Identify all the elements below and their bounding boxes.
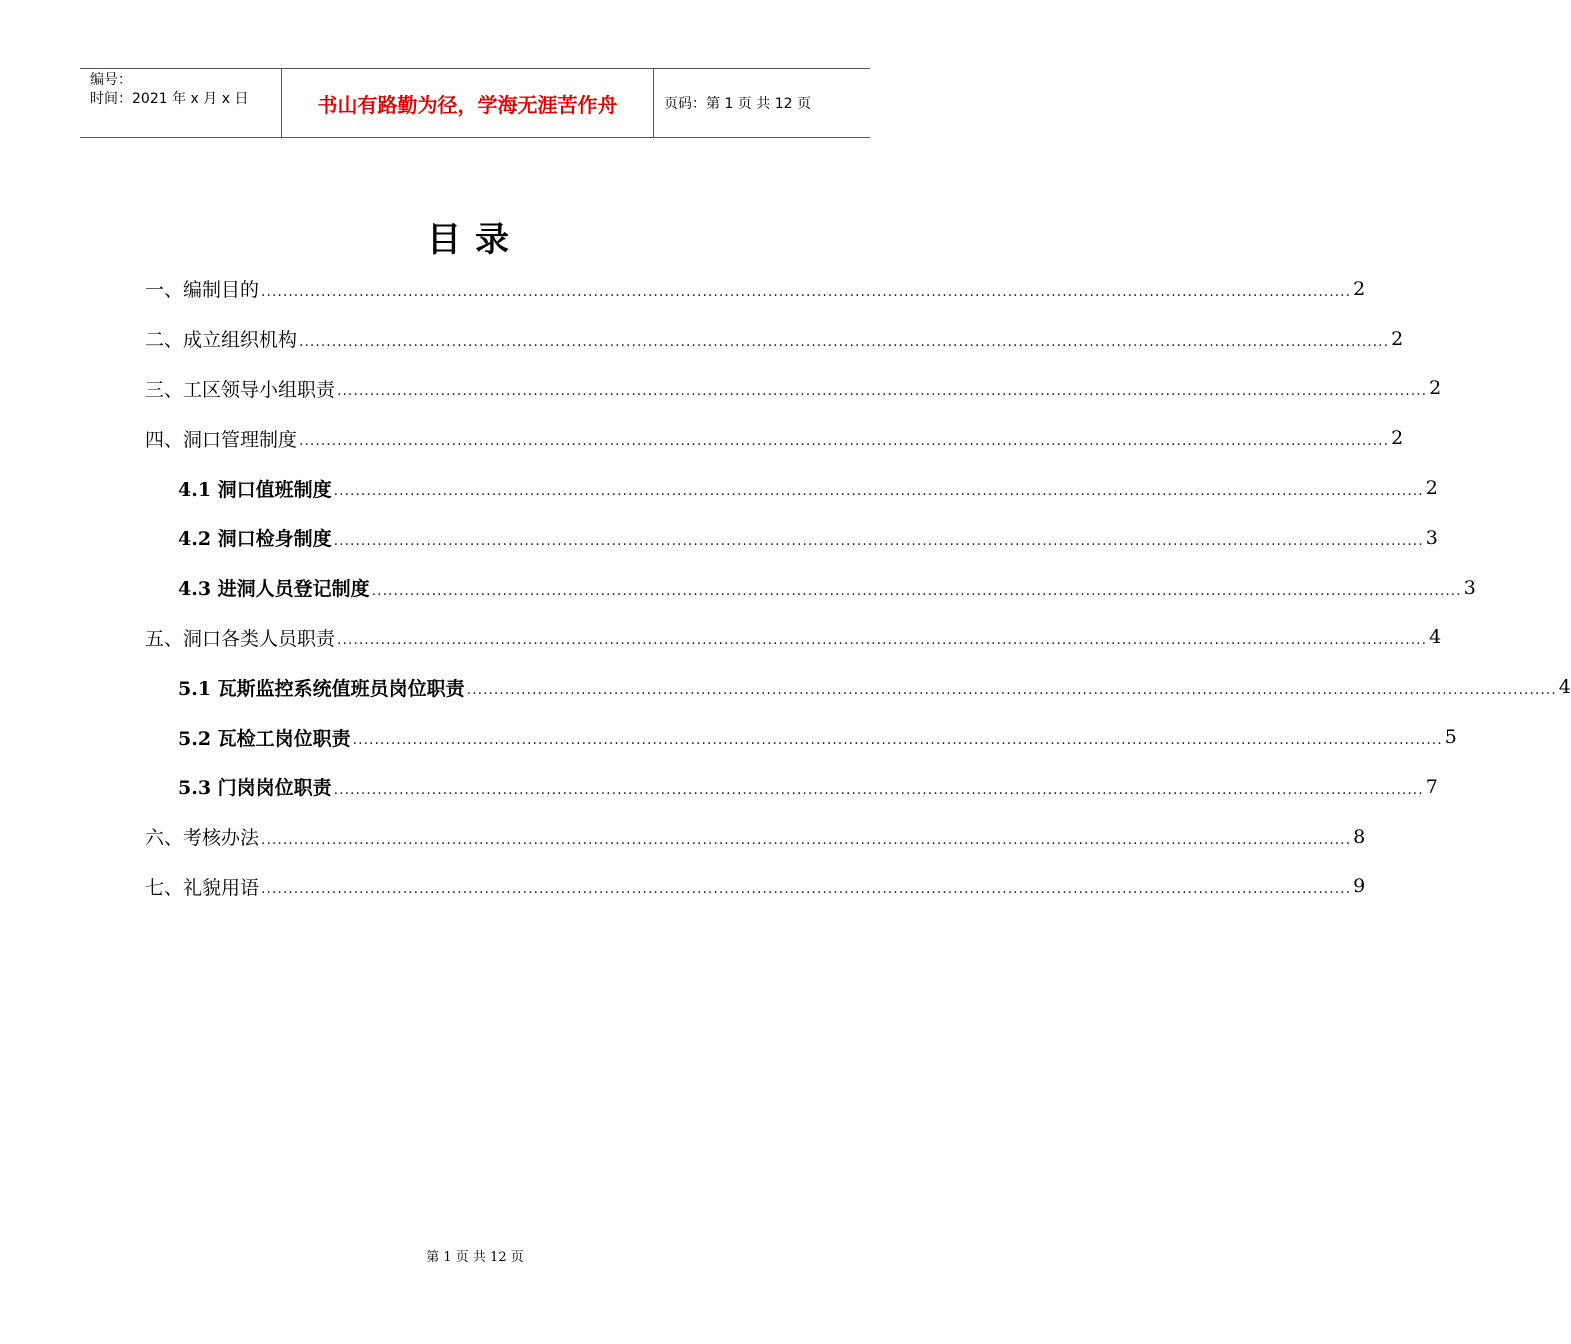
toc-leader-dots: ........................................................................................................................................................................................................ [333,781,1424,798]
toc-entry[interactable] [145,812,1366,862]
time-label: 时间：2021 年 x 月 x 日 [90,91,249,107]
toc-leader-dots: ........................................................................................................................................................................................................ [333,532,1424,549]
toc-leader-dots: ........................................................................................................................................................................................................ [299,433,1390,450]
toc-entry-page: 2 [1425,477,1438,500]
toc-leader-dots: ........................................................................................................................................................................................................ [371,582,1462,599]
toc-entry[interactable] [145,364,1442,414]
toc-entry-page: 9 [1353,875,1366,898]
toc-leader-dots: ........................................................................................................................................................................................................ [337,632,1428,649]
toc-entry-page: 4 [1429,626,1442,649]
toc-entry[interactable] [145,314,1404,364]
page-header [80,68,870,138]
toc-entry-label: 七、礼貌用语 [145,876,260,899]
toc-entry-page: 2 [1429,377,1442,400]
toc-entry-label: 5.2 瓦检工岗位职责 [178,727,351,750]
toc-entry-label: 4.2 洞口检身制度 [178,528,332,551]
toc-leader-dots: ........................................................................................................................................................................................................ [466,682,1557,699]
toc-entry-label: 五、洞口各类人员职责 [145,627,336,650]
toc-entry[interactable] [145,712,1457,762]
toc-entry-label: 4.3 进洞人员登记制度 [178,578,370,601]
toc-entry-page: 3 [1463,576,1476,599]
toc-entry-label: 一、编制目的 [145,279,260,302]
toc-leader-dots: ........................................................................................................................................................................................................ [352,731,1443,748]
toc-entry-page: 2 [1391,327,1404,350]
header-page-info: 页码：第 1 页 共 12 页 [664,96,811,112]
toc-entry-label: 5.1 瓦斯监控系统值班员岗位职责 [178,677,465,700]
toc-entry[interactable] [145,613,1442,663]
toc-entry[interactable] [145,662,1571,712]
page-footer: 第 1 页 共 12 页 [426,1250,524,1265]
toc-leader-dots: ........................................................................................................................................................................................................ [299,333,1390,350]
toc-leader-dots: ........................................................................................................................................................................................................ [261,831,1352,848]
header-meta [80,69,282,137]
toc-entry[interactable] [145,413,1404,463]
toc-entry-page: 3 [1425,526,1438,549]
serial-label: 编号： [90,72,132,88]
toc-entry-label: 二、成立组织机构 [145,329,298,352]
page-title: 目录 [427,220,523,260]
toc-entry[interactable] [145,463,1438,513]
toc-entry[interactable] [145,762,1438,812]
toc-entry-label: 四、洞口管理制度 [145,428,298,451]
toc-leader-dots: ........................................................................................................................................................................................................ [261,283,1352,300]
toc-entry[interactable] [145,862,1366,912]
toc-entry[interactable] [145,563,1476,613]
toc-leader-dots: ........................................................................................................................................................................................................ [337,383,1428,400]
toc-leader-dots: ........................................................................................................................................................................................................ [261,881,1352,898]
toc-leader-dots: ........................................................................................................................................................................................................ [333,482,1424,499]
toc-entry-label: 5.3 门岗岗位职责 [178,777,332,800]
toc-entry-page: 2 [1353,277,1366,300]
toc-entry-page: 2 [1391,427,1404,450]
table-of-contents [145,264,1571,911]
toc-entry-page: 8 [1353,825,1366,848]
toc-entry-page: 4 [1558,676,1571,699]
toc-entry[interactable] [145,513,1438,563]
toc-entry-page: 5 [1444,726,1457,749]
header-motto: 书山有路勤为径，学海无涯苦作舟 [282,69,654,137]
toc-entry-label: 4.1 洞口值班制度 [178,478,332,501]
toc-entry-page: 7 [1425,775,1438,798]
toc-entry-label: 三、工区领导小组职责 [145,378,336,401]
toc-entry[interactable] [145,264,1366,314]
toc-entry-label: 六、考核办法 [145,827,260,850]
